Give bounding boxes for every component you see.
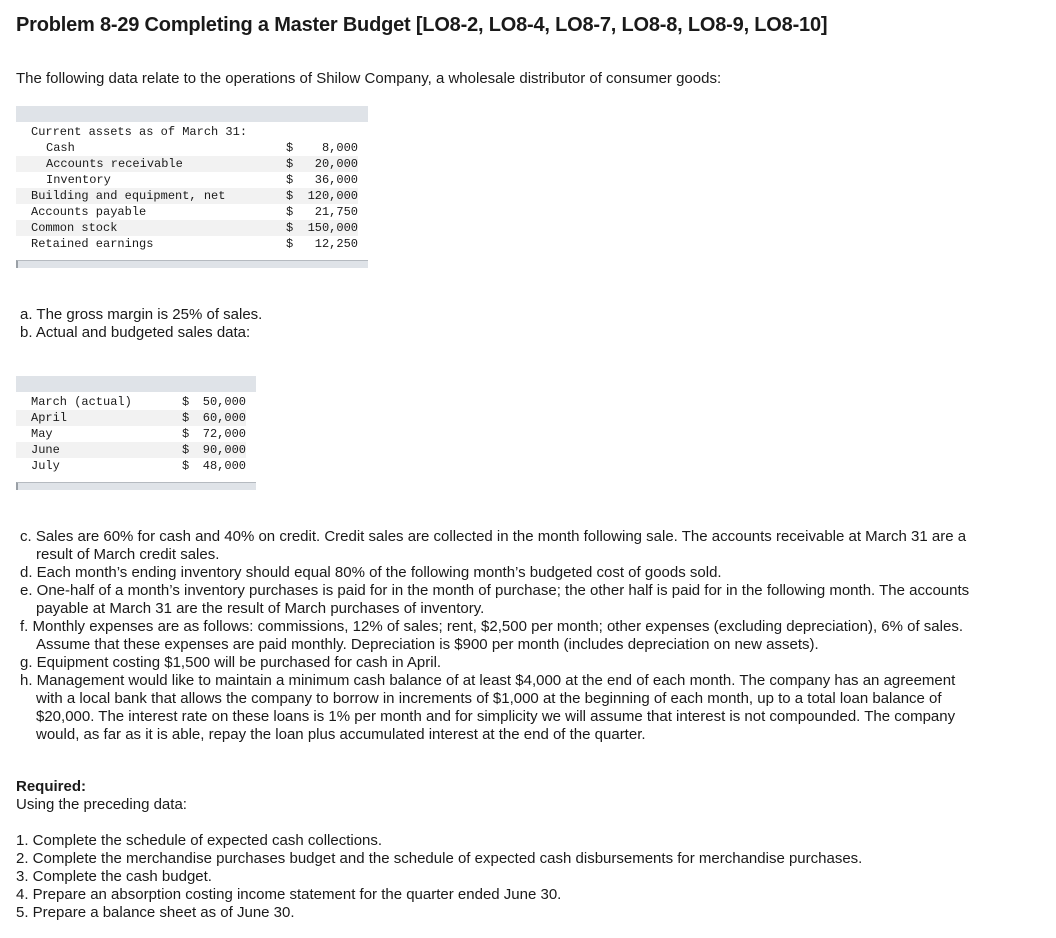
row-value: 60,000 [196,410,246,426]
row-label: Retained earnings [31,237,154,251]
notes-ch [20,528,980,744]
row-dollar: $ [286,188,300,204]
row-label: Common stock [16,220,286,236]
row-dollar: $ [182,459,190,473]
row-label: Building and equipment, net [16,188,286,204]
required-item: 5. Prepare a balance sheet as of June 30. [16,904,295,921]
table-row [16,124,358,140]
row-dollar: $ [286,220,300,236]
required-heading: Required: [16,778,87,795]
table-row [16,156,358,172]
row-label: Accounts payable [31,205,147,219]
note-f: f. Monthly expenses are as follows: commissions, 12% of sales; rent, $2,500 per month; other expenses (excluding depreciation), 6% of sales. Assume that these expenses are paid monthly. Depreciation is $900 per month (includes depreciation on new assets). [20,618,963,653]
balance-table [16,106,368,268]
table-row [16,426,246,442]
row-dollar: $ [182,427,190,441]
notes-ab [20,306,262,342]
row-dollar: $ [286,237,294,251]
note-g: g. Equipment costing $1,500 will be purchased for cash in April. [20,654,442,671]
table-row [16,220,358,236]
required-item: 1. Complete the schedule of expected cash collections. [16,832,383,849]
row-label: March (actual) [31,395,132,409]
note-d: d. Each month’s ending inventory should equal 80% of the following month’s budgeted cost of goods sold. [20,564,722,581]
row-value [300,124,358,140]
row-label: Cash [46,141,75,155]
required-subheading: Using the preceding data: [16,796,187,813]
table-footer-bar [16,260,368,268]
note-a: a. The gross margin is 25% of sales. [20,306,263,323]
required-item: 2. Complete the merchandise purchases budget and the schedule of expected cash disbursements for merchandise purchases. [16,850,863,867]
row-dollar: $ [182,442,196,458]
row-value: 8,000 [321,141,358,155]
table-row [16,204,358,220]
table-header-bar [16,376,256,392]
note-b: b. Actual and budgeted sales data: [20,324,251,341]
table-row [16,140,358,156]
row-dollar: $ [286,156,300,172]
row-label: June [16,442,182,458]
table-row [16,394,246,410]
row-value: 72,000 [202,427,246,441]
row-value: 120,000 [300,188,358,204]
row-label: Accounts receivable [16,156,286,172]
note-e: e. One-half of a month’s inventory purchases is paid for in the month of purchase; the other half is paid for in the following month. The accounts payable at March 31 are the result of March purchases of inventory. [20,582,970,617]
note-c: c. Sales are 60% for cash and 40% on credit. Credit sales are collected in the month following sale. The accounts receivable at March 31 are a result of March credit sales. [20,528,967,563]
row-value: 36,000 [314,173,358,187]
row-dollar: $ [182,410,196,426]
table-row [16,458,246,474]
table-row [16,410,246,426]
row-label: July [31,459,60,473]
table-header-bar [16,106,368,122]
row-label: Inventory [46,173,111,187]
table-footer-bar [16,482,256,490]
row-value: 21,750 [314,205,358,219]
note-h: h. Management would like to maintain a minimum cash balance of at least $4,000 at the end of each month. The company has an agreement with a local bank that allows the company to borrow in increments of $1,000 at the beginning of each month, up to a total loan balance of $20,000. The interest rate on these loans is 1% per month and for simplicity we will assume that interest is not compounded. The company would, as far as it is able, repay the loan plus accumulated interest at the end of the quarter. [20,672,956,743]
table-row [16,442,246,458]
row-dollar [286,124,300,140]
required-item: 4. Prepare an absorption costing income statement for the quarter ended June 30. [16,886,562,903]
row-value: 50,000 [202,395,246,409]
required-item: 3. Complete the cash budget. [16,868,212,885]
row-dollar: $ [286,205,294,219]
sales-table [16,376,256,490]
table-row [16,172,358,188]
row-value: 20,000 [300,156,358,172]
row-value: 150,000 [300,220,358,236]
row-dollar: $ [286,141,294,155]
row-value: 12,250 [314,237,358,251]
row-label: Current assets as of March 31: [31,125,248,139]
row-label: May [31,427,53,441]
row-dollar: $ [286,173,294,187]
page-title: Problem 8-29 Completing a Master Budget [LO8-2, LO8-4, LO8-7, LO8-8, LO8-9, LO8-10] [16,14,828,36]
table-row [16,188,358,204]
row-label: April [16,410,182,426]
required-section [16,778,1016,922]
table-row [16,236,358,252]
row-dollar: $ [182,395,190,409]
row-value: 48,000 [202,459,246,473]
row-value: 90,000 [196,442,246,458]
intro-text: The following data relate to the operations of Shilow Company, a wholesale distributor of consumer goods: [16,70,722,87]
